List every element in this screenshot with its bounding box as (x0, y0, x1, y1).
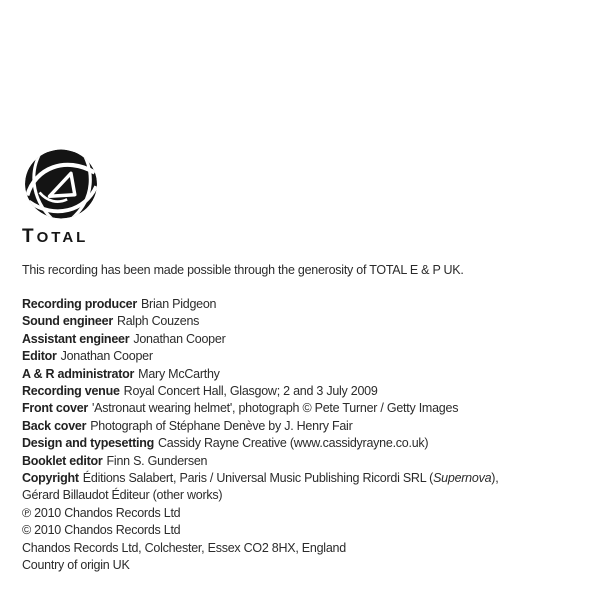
credit-copyright: Copyright Éditions Salabert, Paris / Universal Music Publishing Ricordi SRL (Supernova), (22, 471, 499, 486)
publisher-address: Chandos Records Ltd, Colchester, Essex CO2 8HX, England (22, 540, 346, 555)
country-of-origin: Country of origin UK (22, 558, 130, 573)
total-wordmark (22, 227, 112, 246)
total-logo-block (22, 148, 112, 246)
credit-booklet-editor: Booklet editor Finn S. Gundersen (22, 453, 208, 468)
credit-sound-engineer: Sound engineer Ralph Couzens (22, 314, 200, 329)
credit-design-typesetting: Design and typesetting Cassidy Rayne Creative (www.cassidyrayne.co.uk) (22, 436, 429, 451)
credit-recording-producer: Recording producer Brian Pidgeon (22, 297, 217, 311)
copyright-work-title: Supernova (433, 471, 492, 486)
credit-editor: Editor Jonathan Cooper (22, 349, 153, 364)
total-sphere-logo-icon (22, 148, 100, 220)
phonogram-notice: ℗ 2010 Chandos Records Ltd (22, 505, 181, 520)
credit-copyright-continued: Gérard Billaudot Éditeur (other works) (22, 488, 223, 503)
wordmark-rest: OTAL (36, 229, 89, 246)
credit-ar-administrator: A & R administrator Mary McCarthy (22, 366, 220, 381)
sponsor-acknowledgement: This recording has been made possible through the generosity of TOTAL E & P UK. (22, 263, 464, 277)
credit-recording-venue: Recording venue Royal Concert Hall, Glasgow; 2 and 3 July 2009 (22, 384, 378, 399)
credit-assistant-engineer: Assistant engineer Jonathan Cooper (22, 331, 226, 346)
credits-list (22, 296, 570, 575)
credit-front-cover: Front cover 'Astronaut wearing helmet', photograph © Pete Turner / Getty Images (22, 401, 459, 416)
wordmark-initial: T (22, 226, 37, 247)
copyright-notice: © 2010 Chandos Records Ltd (22, 523, 181, 538)
credit-back-cover: Back cover Photograph of Stéphane Denève by J. Henry Fair (22, 418, 353, 433)
